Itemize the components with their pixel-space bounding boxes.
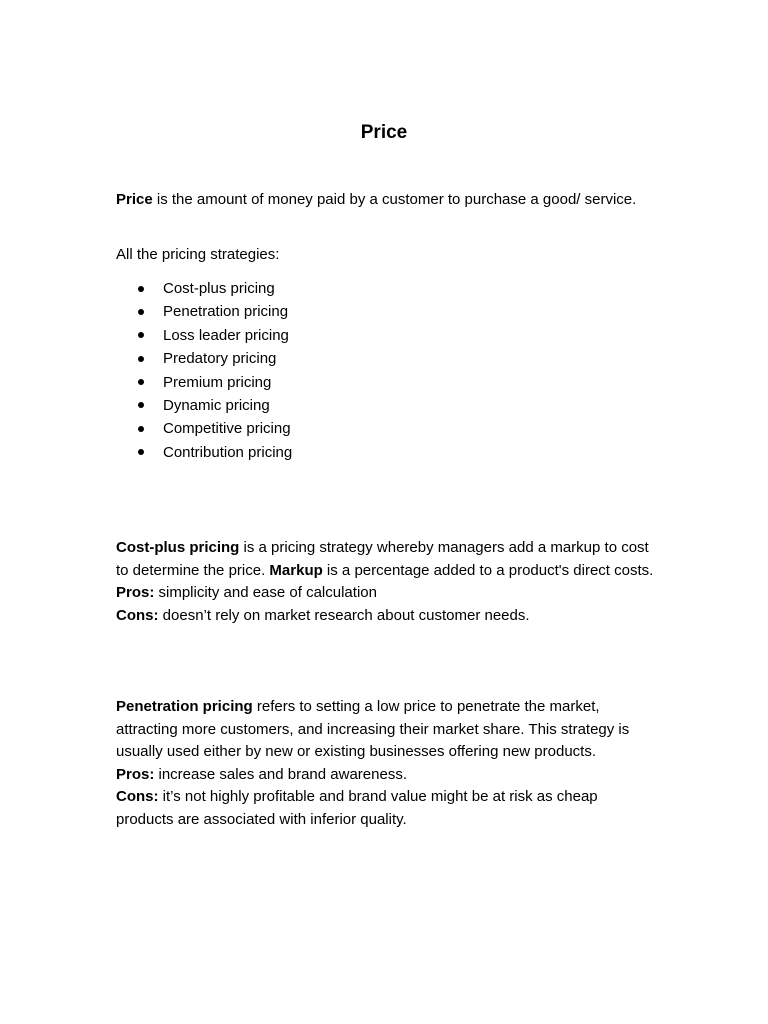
list-item bbox=[116, 417, 516, 440]
price-term: Price bbox=[116, 191, 153, 208]
bullet-icon bbox=[138, 426, 144, 432]
pros-text: increase sales and brand awareness. bbox=[154, 765, 407, 783]
pros-label: Pros: bbox=[116, 584, 155, 601]
page-title: Price bbox=[360, 122, 408, 143]
list-item bbox=[116, 371, 516, 394]
cons-label: Cons: bbox=[116, 788, 159, 805]
bullet-icon bbox=[138, 356, 144, 362]
cons-text: doesn’t rely on market research about customer needs. bbox=[158, 606, 530, 624]
penetration-section bbox=[116, 696, 656, 831]
pros-label: Pros: bbox=[116, 765, 155, 783]
penetration-cons bbox=[116, 786, 656, 831]
cons-label: Cons: bbox=[116, 606, 159, 624]
markup-term: Markup bbox=[269, 561, 323, 579]
penetration-text: refers to setting a low price to penetrate the market, attracting more customers, and increasing their market share. This strategy is usually used either by new or existing businesses offering new products. bbox=[116, 698, 630, 760]
strategies-heading: All the pricing strategies: bbox=[116, 246, 280, 263]
cost-plus-text: is a pricing strategy whereby managers add a markup to cost to determine the price. bbox=[116, 539, 649, 579]
markup-text: is a percentage added to a product's direct costs. bbox=[322, 561, 654, 579]
list-item-label: Loss leader pricing bbox=[163, 326, 289, 344]
penetration-definition bbox=[116, 696, 656, 764]
price-definition-text: is the amount of money paid by a customer to purchase a good/ service. bbox=[152, 191, 637, 208]
list-item-label: Cost-plus pricing bbox=[163, 280, 275, 297]
penetration-term: Penetration pricing bbox=[116, 698, 253, 715]
price-definition bbox=[116, 189, 656, 212]
cost-plus-section bbox=[116, 537, 656, 627]
list-item-label: Competitive pricing bbox=[163, 420, 291, 438]
list-item bbox=[116, 394, 516, 417]
cost-plus-pros bbox=[116, 582, 656, 605]
strategies-list bbox=[116, 277, 516, 464]
cost-plus-term: Cost-plus pricing bbox=[116, 539, 240, 556]
list-item bbox=[116, 300, 516, 323]
cost-plus-cons bbox=[116, 605, 656, 628]
bullet-icon bbox=[138, 309, 144, 315]
penetration-pros bbox=[116, 764, 656, 787]
list-item-label: Penetration pricing bbox=[163, 303, 289, 321]
bullet-icon bbox=[138, 402, 144, 408]
pros-text: simplicity and ease of calculation bbox=[154, 584, 377, 601]
list-item-label: Premium pricing bbox=[163, 373, 272, 391]
list-item bbox=[116, 277, 516, 300]
cons-text: it’s not highly profitable and brand value might be at risk as cheap products are associated with inferior quality. bbox=[116, 788, 598, 828]
bullet-icon bbox=[138, 332, 144, 338]
bullet-icon bbox=[138, 449, 144, 455]
list-item-label: Contribution pricing bbox=[163, 443, 293, 461]
list-item bbox=[116, 441, 516, 464]
list-item-label: Predatory pricing bbox=[163, 350, 277, 368]
bullet-icon bbox=[138, 379, 144, 385]
list-item-label: Dynamic pricing bbox=[163, 396, 270, 414]
bullet-icon bbox=[138, 286, 144, 292]
list-item bbox=[116, 347, 516, 370]
list-item bbox=[116, 324, 516, 347]
cost-plus-definition bbox=[116, 537, 656, 582]
